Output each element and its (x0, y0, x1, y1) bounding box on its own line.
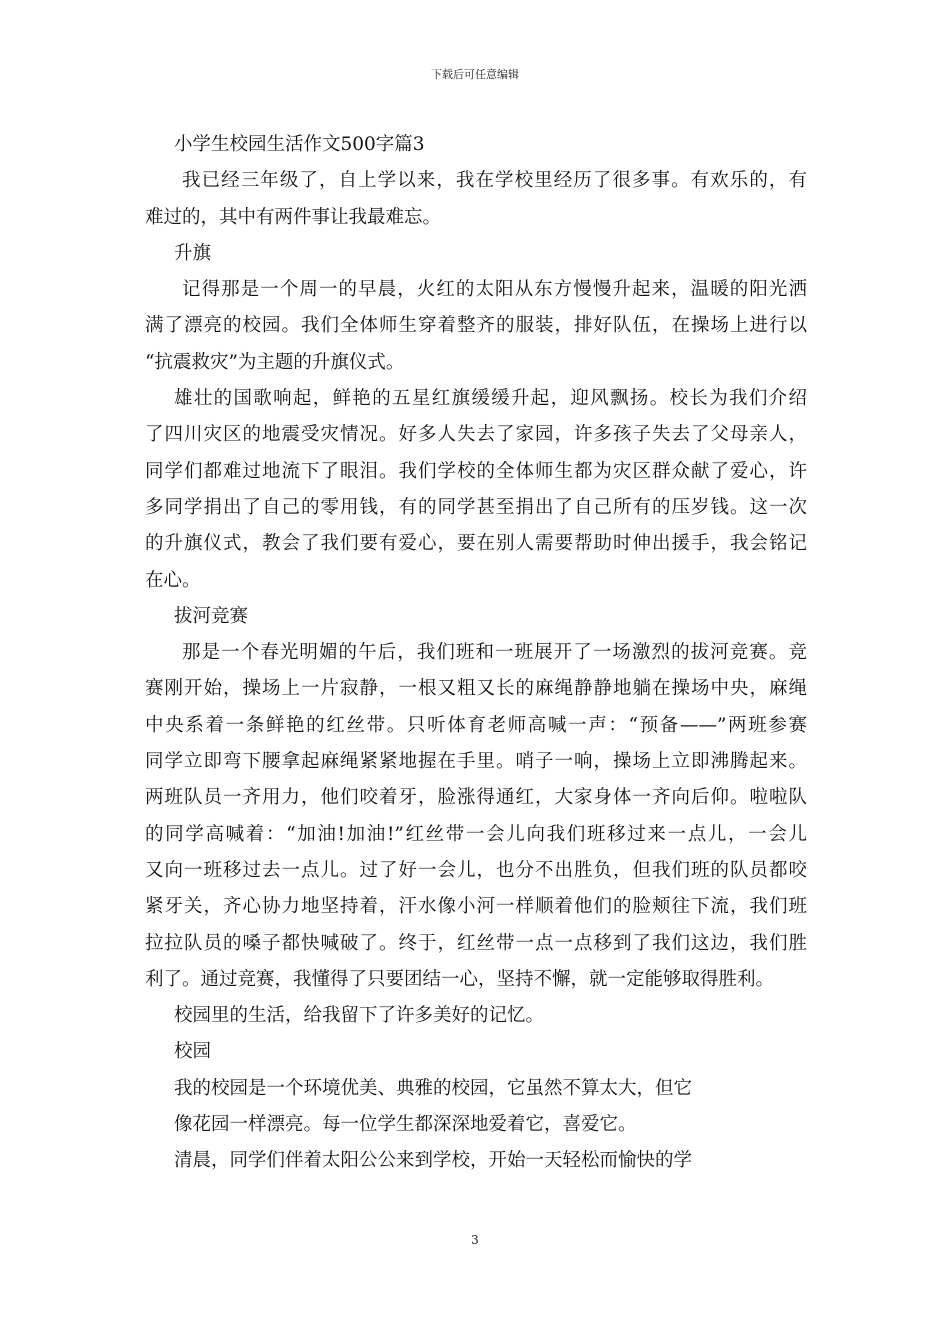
paragraph-line: 难过的，其中有两件事让我最难忘。 (145, 206, 442, 228)
paragraph-line: 同学们都难过地流下了眼泪。我们学校的全体师生都为灾区群众献了爱心，许 (145, 460, 807, 482)
paragraph-line: 同学立即弯下腰拿起麻绳紧紧地握在手里。哨子一响，操场上立即沸腾起来。 (145, 751, 807, 773)
paragraph-line: 那是一个春光明媚的午后，我们班和一班展开了一场激烈的拔河竞赛。竞 (182, 642, 807, 664)
document-body (145, 127, 807, 1180)
paragraph-line: 中央系着一条鲜艳的红丝带。只听体育老师高喊一声：“预备——”两班参赛 (145, 714, 807, 736)
paragraph-line: 我的校园是一个环境优美、典雅的校园，它虽然不算太大，但它 (174, 1077, 693, 1099)
paragraph-line: 的升旗仪式，教会了我们要有爱心，要在别人需要帮助时伸出援手，我会铭记 (145, 533, 807, 555)
paragraph-line: 拉拉队员的嗓子都快喊破了。终于，红丝带一点一点移到了我们这边，我们胜 (145, 932, 807, 954)
paragraph-line: 又向一班移过去一点儿。过了好一会儿，也分不出胜负，但我们班的队员都咬 (145, 859, 807, 881)
section-heading-tug-of-war: 拔河竞赛 (174, 605, 249, 627)
paragraph-line: 雄壮的国歌响起，鲜艳的五星红旗缓缓升起，迎风飘扬。校长为我们介绍 (174, 388, 807, 410)
essay-title: 小学生校园生活作文500字篇3 (174, 134, 425, 155)
section-heading-flag-raising: 升旗 (174, 242, 212, 264)
page-header: 下载后可任意编辑 (431, 68, 519, 81)
paragraph-line: 满了漂亮的校园。我们全体师生穿着整齐的服装，排好队伍，在操场上进行以 (145, 315, 807, 337)
paragraph-line: 的同学高喊着：“加油!加油!”红丝带一会儿向我们班移过来一点儿，一会儿 (145, 823, 807, 845)
paragraph-line: 紧牙关，齐心协力地坚持着，汗水像小河一样顺着他们的脸颊往下流，我们班 (145, 896, 807, 918)
paragraph-line: “抗震救灾”为主题的升旗仪式。 (145, 351, 405, 373)
paragraph-line: 利了。通过竞赛，我懂得了只要团结一心，坚持不懈，就一定能够取得胜利。 (145, 968, 775, 990)
paragraph-line: 清晨，同学们伴着太阳公公来到学校，开始一天轻松而愉快的学 (174, 1150, 693, 1172)
paragraph-line: 像花园一样漂亮。每一位学生都深深地爱着它，喜爱它。 (174, 1114, 637, 1136)
paragraph-line: 两班队员一齐用力，他们咬着牙，脸涨得通红，大家身体一齐向后仰。啦啦队 (145, 787, 807, 809)
paragraph-line: 记得那是一个周一的早晨，火红的太阳从东方慢慢升起来，温暖的阳光洒 (182, 279, 807, 301)
section-heading-campus: 校园 (174, 1041, 212, 1063)
paragraph-line: 了四川灾区的地震受灾情况。好多人失去了家园，许多孩子失去了父母亲人， (145, 424, 807, 446)
paragraph-line: 我已经三年级了，自上学以来，我在学校里经历了很多事。有欢乐的，有 (182, 170, 807, 192)
paragraph-line: 赛刚开始，操场上一片寂静，一根又粗又长的麻绳静静地躺在操场中央，麻绳 (145, 678, 807, 700)
paragraph-line: 校园里的生活，给我留下了许多美好的记忆。 (174, 1005, 545, 1027)
page-number: 3 (471, 1233, 479, 1247)
paragraph-line: 多同学捐出了自己的零用钱，有的同学甚至捐出了自己所有的压岁钱。这一次 (145, 496, 807, 518)
paragraph-line: 在心。 (145, 569, 201, 591)
